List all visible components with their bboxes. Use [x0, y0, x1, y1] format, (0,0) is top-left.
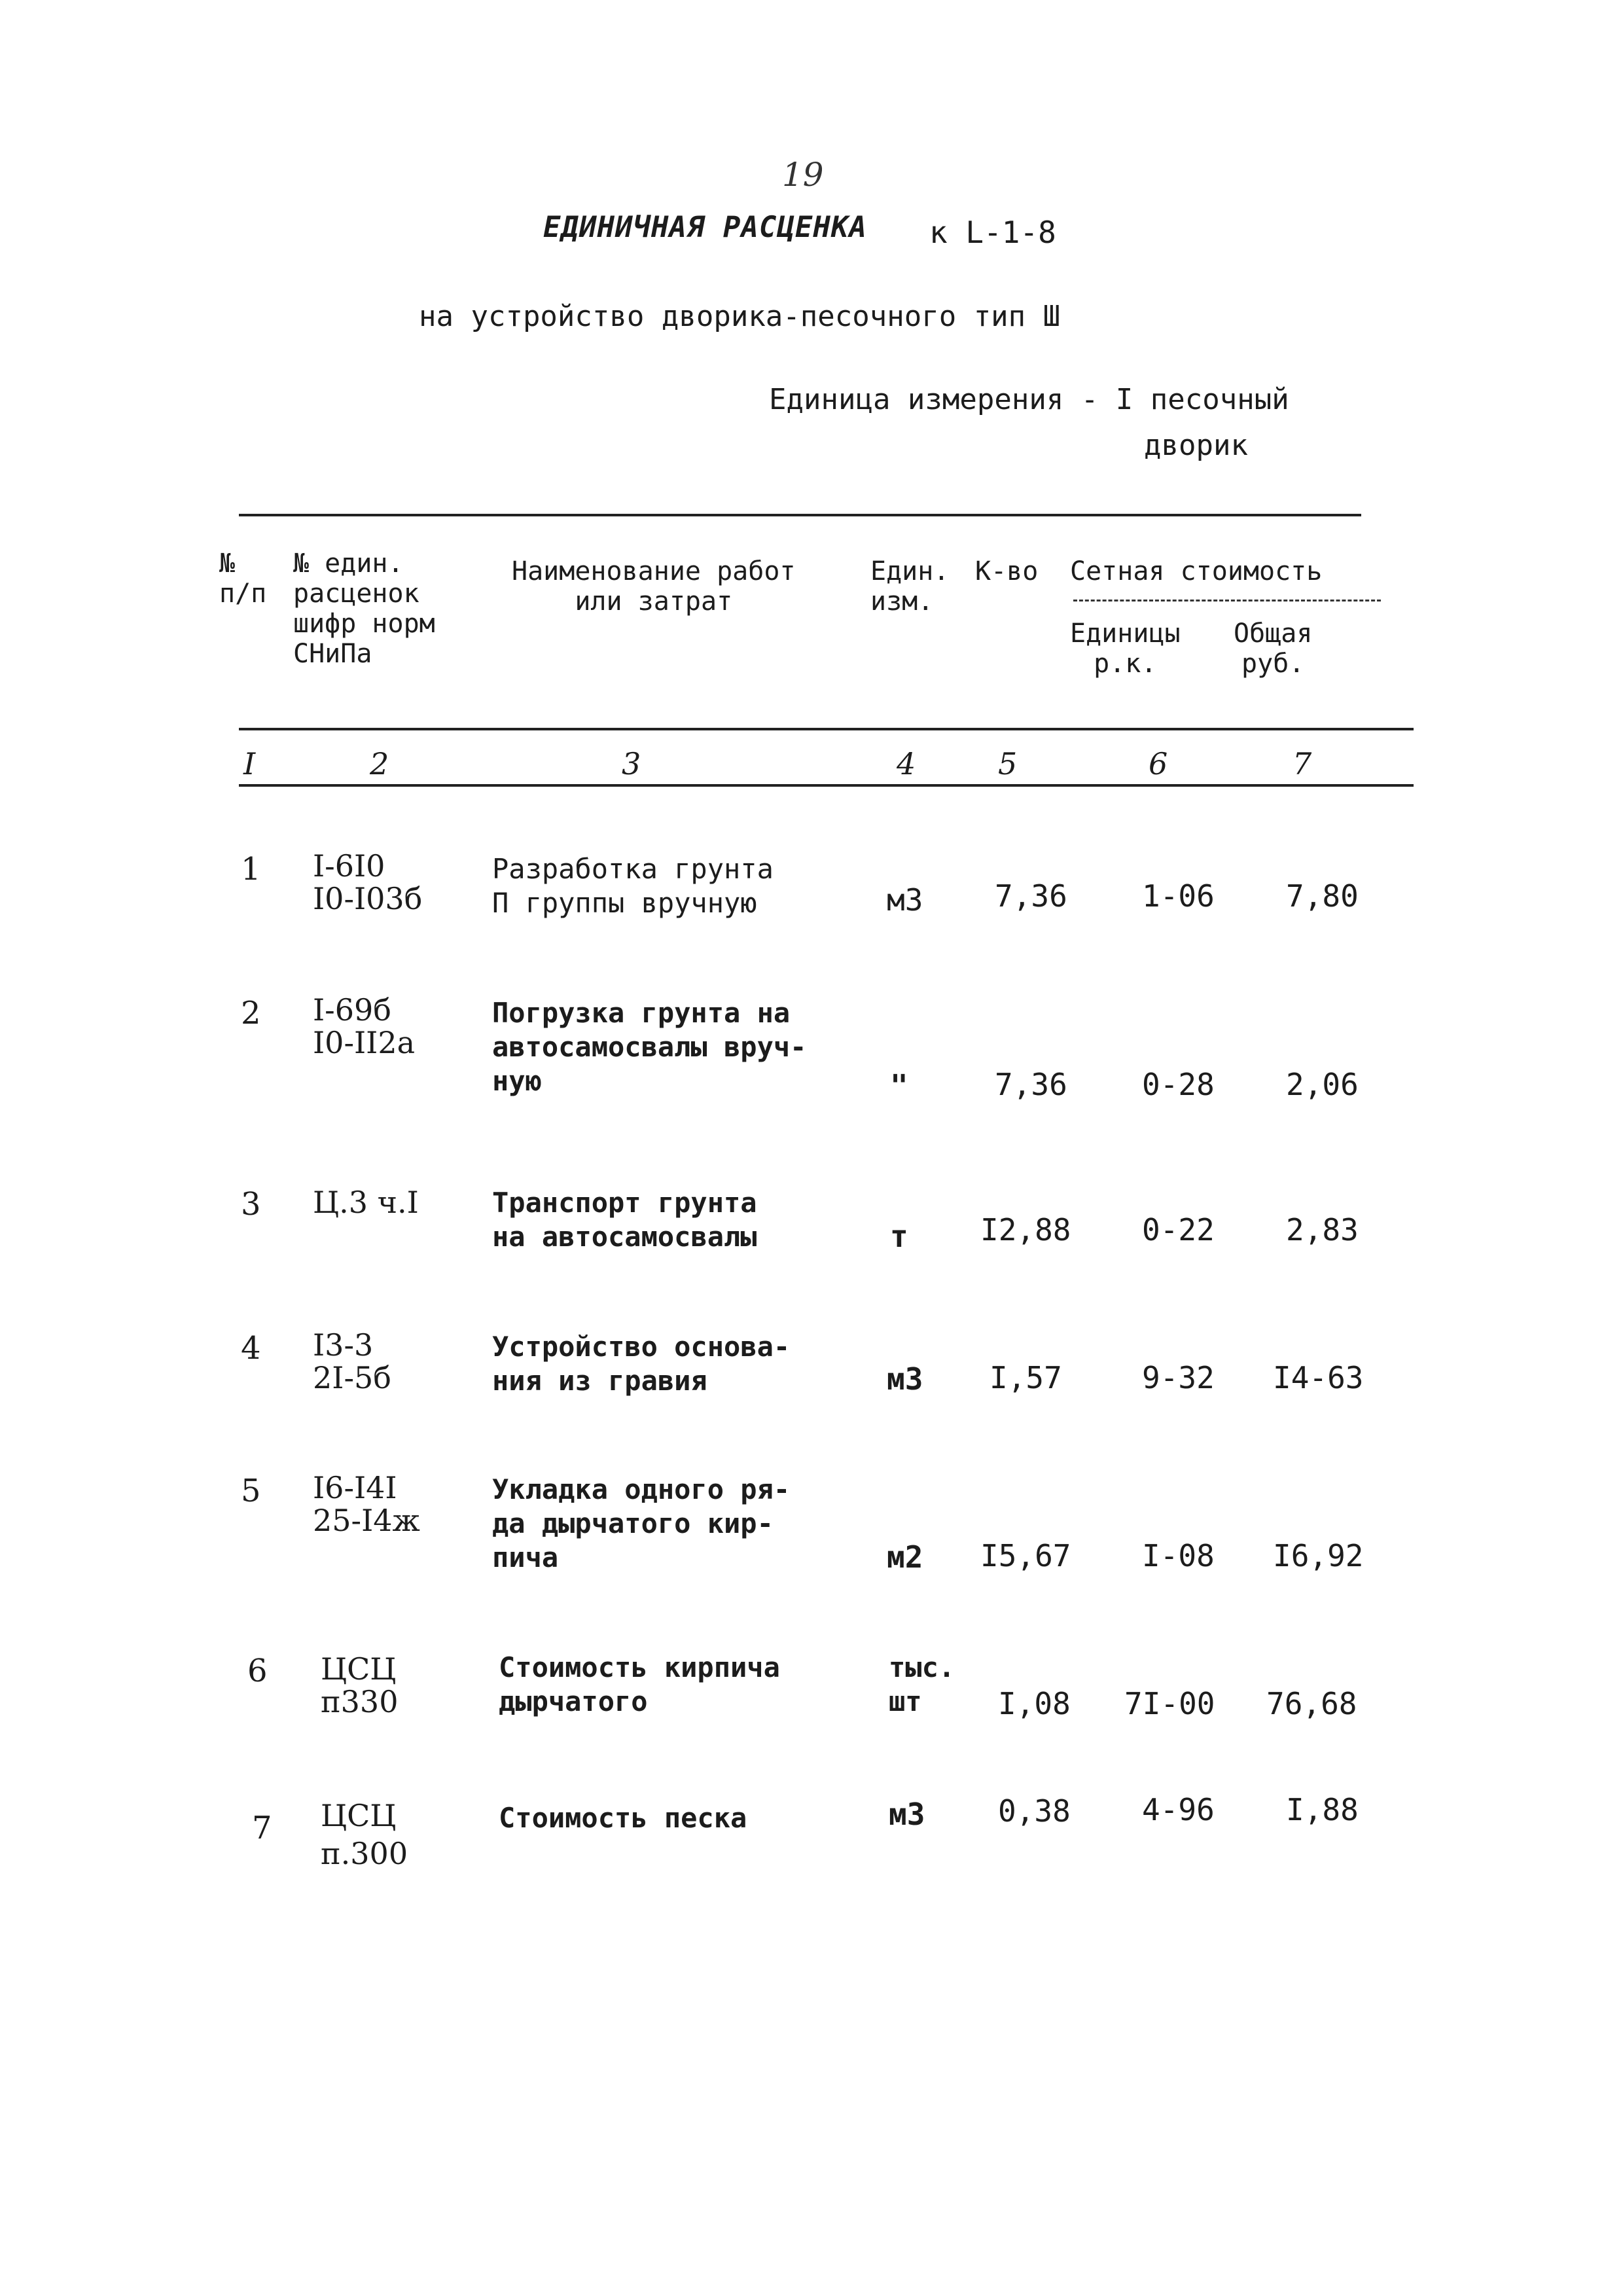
row-unit: м2: [887, 1539, 923, 1575]
row-total: 2,06: [1286, 1067, 1359, 1102]
row-unit-cost: 0-22: [1142, 1212, 1215, 1247]
row-code: ЦСЦ п330: [321, 1651, 399, 1719]
col-header-3: Наименование работ или затрат: [512, 556, 796, 617]
row-name: Устройство основа- ния из гравия: [492, 1331, 791, 1397]
row-unit-cost: 1-06: [1142, 878, 1215, 914]
row-number: 3: [241, 1186, 261, 1223]
row-code: Ц.3 ч.I: [313, 1185, 419, 1220]
row-qty: 7,36: [995, 1067, 1067, 1102]
row-qty: I,08: [998, 1686, 1071, 1721]
row-qty: I2,88: [980, 1212, 1071, 1247]
row-number: 2: [241, 995, 261, 1031]
row-qty: I5,67: [980, 1538, 1071, 1573]
row-unit: м3: [889, 1797, 925, 1832]
row-qty: 7,36: [995, 878, 1067, 914]
row-code: I3-3 2I-5б: [313, 1327, 391, 1395]
row-unit-cost: 0-28: [1142, 1067, 1215, 1102]
row-unit-cost: 9-32: [1142, 1360, 1215, 1395]
col-header-cost: Сетная стоимость: [1070, 556, 1323, 586]
row-name: Стоимость кирпича дырчатого: [499, 1651, 780, 1717]
column-numbers-rule: [239, 784, 1414, 787]
row-qty: I,57: [990, 1360, 1062, 1395]
row-name: Погрузка грунта на автосамосвалы вруч- ную: [492, 997, 807, 1097]
col-header-4: Един. изм.: [870, 556, 950, 617]
row-total: 7,80: [1286, 878, 1359, 914]
row-code: ЦСЦ п.300: [321, 1798, 408, 1871]
row-name: Разработка грунта П группы вручную: [492, 853, 774, 919]
col-number-3: 3: [622, 746, 641, 781]
row-unit-cost: 7I-00: [1124, 1686, 1215, 1721]
header-bottom-rule: [239, 728, 1414, 730]
col-number-4: 4: [897, 746, 916, 781]
row-name: Укладка одного ря- да дырчатого кир- пича: [492, 1473, 791, 1573]
row-total: 2,83: [1286, 1212, 1359, 1247]
col-header-6: Единицы р.к.: [1070, 619, 1181, 679]
col-number-2: 2: [370, 746, 389, 781]
row-unit: тыс. шт: [889, 1651, 955, 1717]
page-number: 19: [782, 156, 824, 194]
document-subtitle: на устройство дворика-песочного тип Ш: [419, 300, 1061, 333]
row-number: 1: [241, 851, 261, 888]
row-name: Стоимость песка: [499, 1802, 747, 1834]
col-header-7: Общая руб.: [1234, 619, 1313, 679]
col-number-6: 6: [1149, 746, 1168, 781]
row-unit-cost: I-08: [1142, 1538, 1215, 1573]
row-unit: м3: [887, 1361, 923, 1397]
row-code: I-6I0 I0-I03б: [313, 848, 423, 916]
col-number-5: 5: [998, 746, 1018, 781]
row-name: Транспорт грунта на автосамосвалы: [492, 1187, 757, 1253]
row-unit: ": [890, 1068, 908, 1103]
col-header-1: № п/п: [219, 548, 267, 609]
row-total: I6,92: [1273, 1538, 1364, 1573]
row-total: I4-63: [1273, 1360, 1364, 1395]
unit-of-measure-line2: дворик: [1144, 429, 1248, 462]
row-unit: м3: [887, 882, 923, 918]
row-number: 7: [252, 1810, 272, 1846]
row-unit: т: [890, 1219, 908, 1254]
unit-of-measure-line1: Единица измерения - I песочный: [769, 383, 1289, 416]
table-top-rule: [239, 514, 1361, 516]
row-unit-cost: 4-96: [1142, 1792, 1215, 1827]
row-code: I6-I4I 25-I4ж: [313, 1470, 420, 1538]
col-header-2: № един. расценок шифр норм СНиПа: [293, 548, 435, 669]
col-header-5: К-во: [975, 556, 1039, 586]
row-number: 6: [247, 1653, 268, 1689]
cost-header-divider: [1073, 600, 1381, 601]
row-qty: 0,38: [998, 1793, 1071, 1829]
col-number-1: I: [243, 746, 256, 781]
rate-code: к L-1-8: [929, 215, 1056, 250]
row-number: 4: [241, 1330, 261, 1367]
col-number-7: 7: [1293, 746, 1312, 781]
row-total: I,88: [1286, 1792, 1359, 1827]
document-title: ЕДИНИЧНАЯ РАСЦЕНКА: [543, 211, 867, 244]
row-code: I-69б I0-II2а: [313, 992, 416, 1060]
row-total: 76,68: [1266, 1686, 1357, 1721]
row-number: 5: [241, 1473, 261, 1509]
